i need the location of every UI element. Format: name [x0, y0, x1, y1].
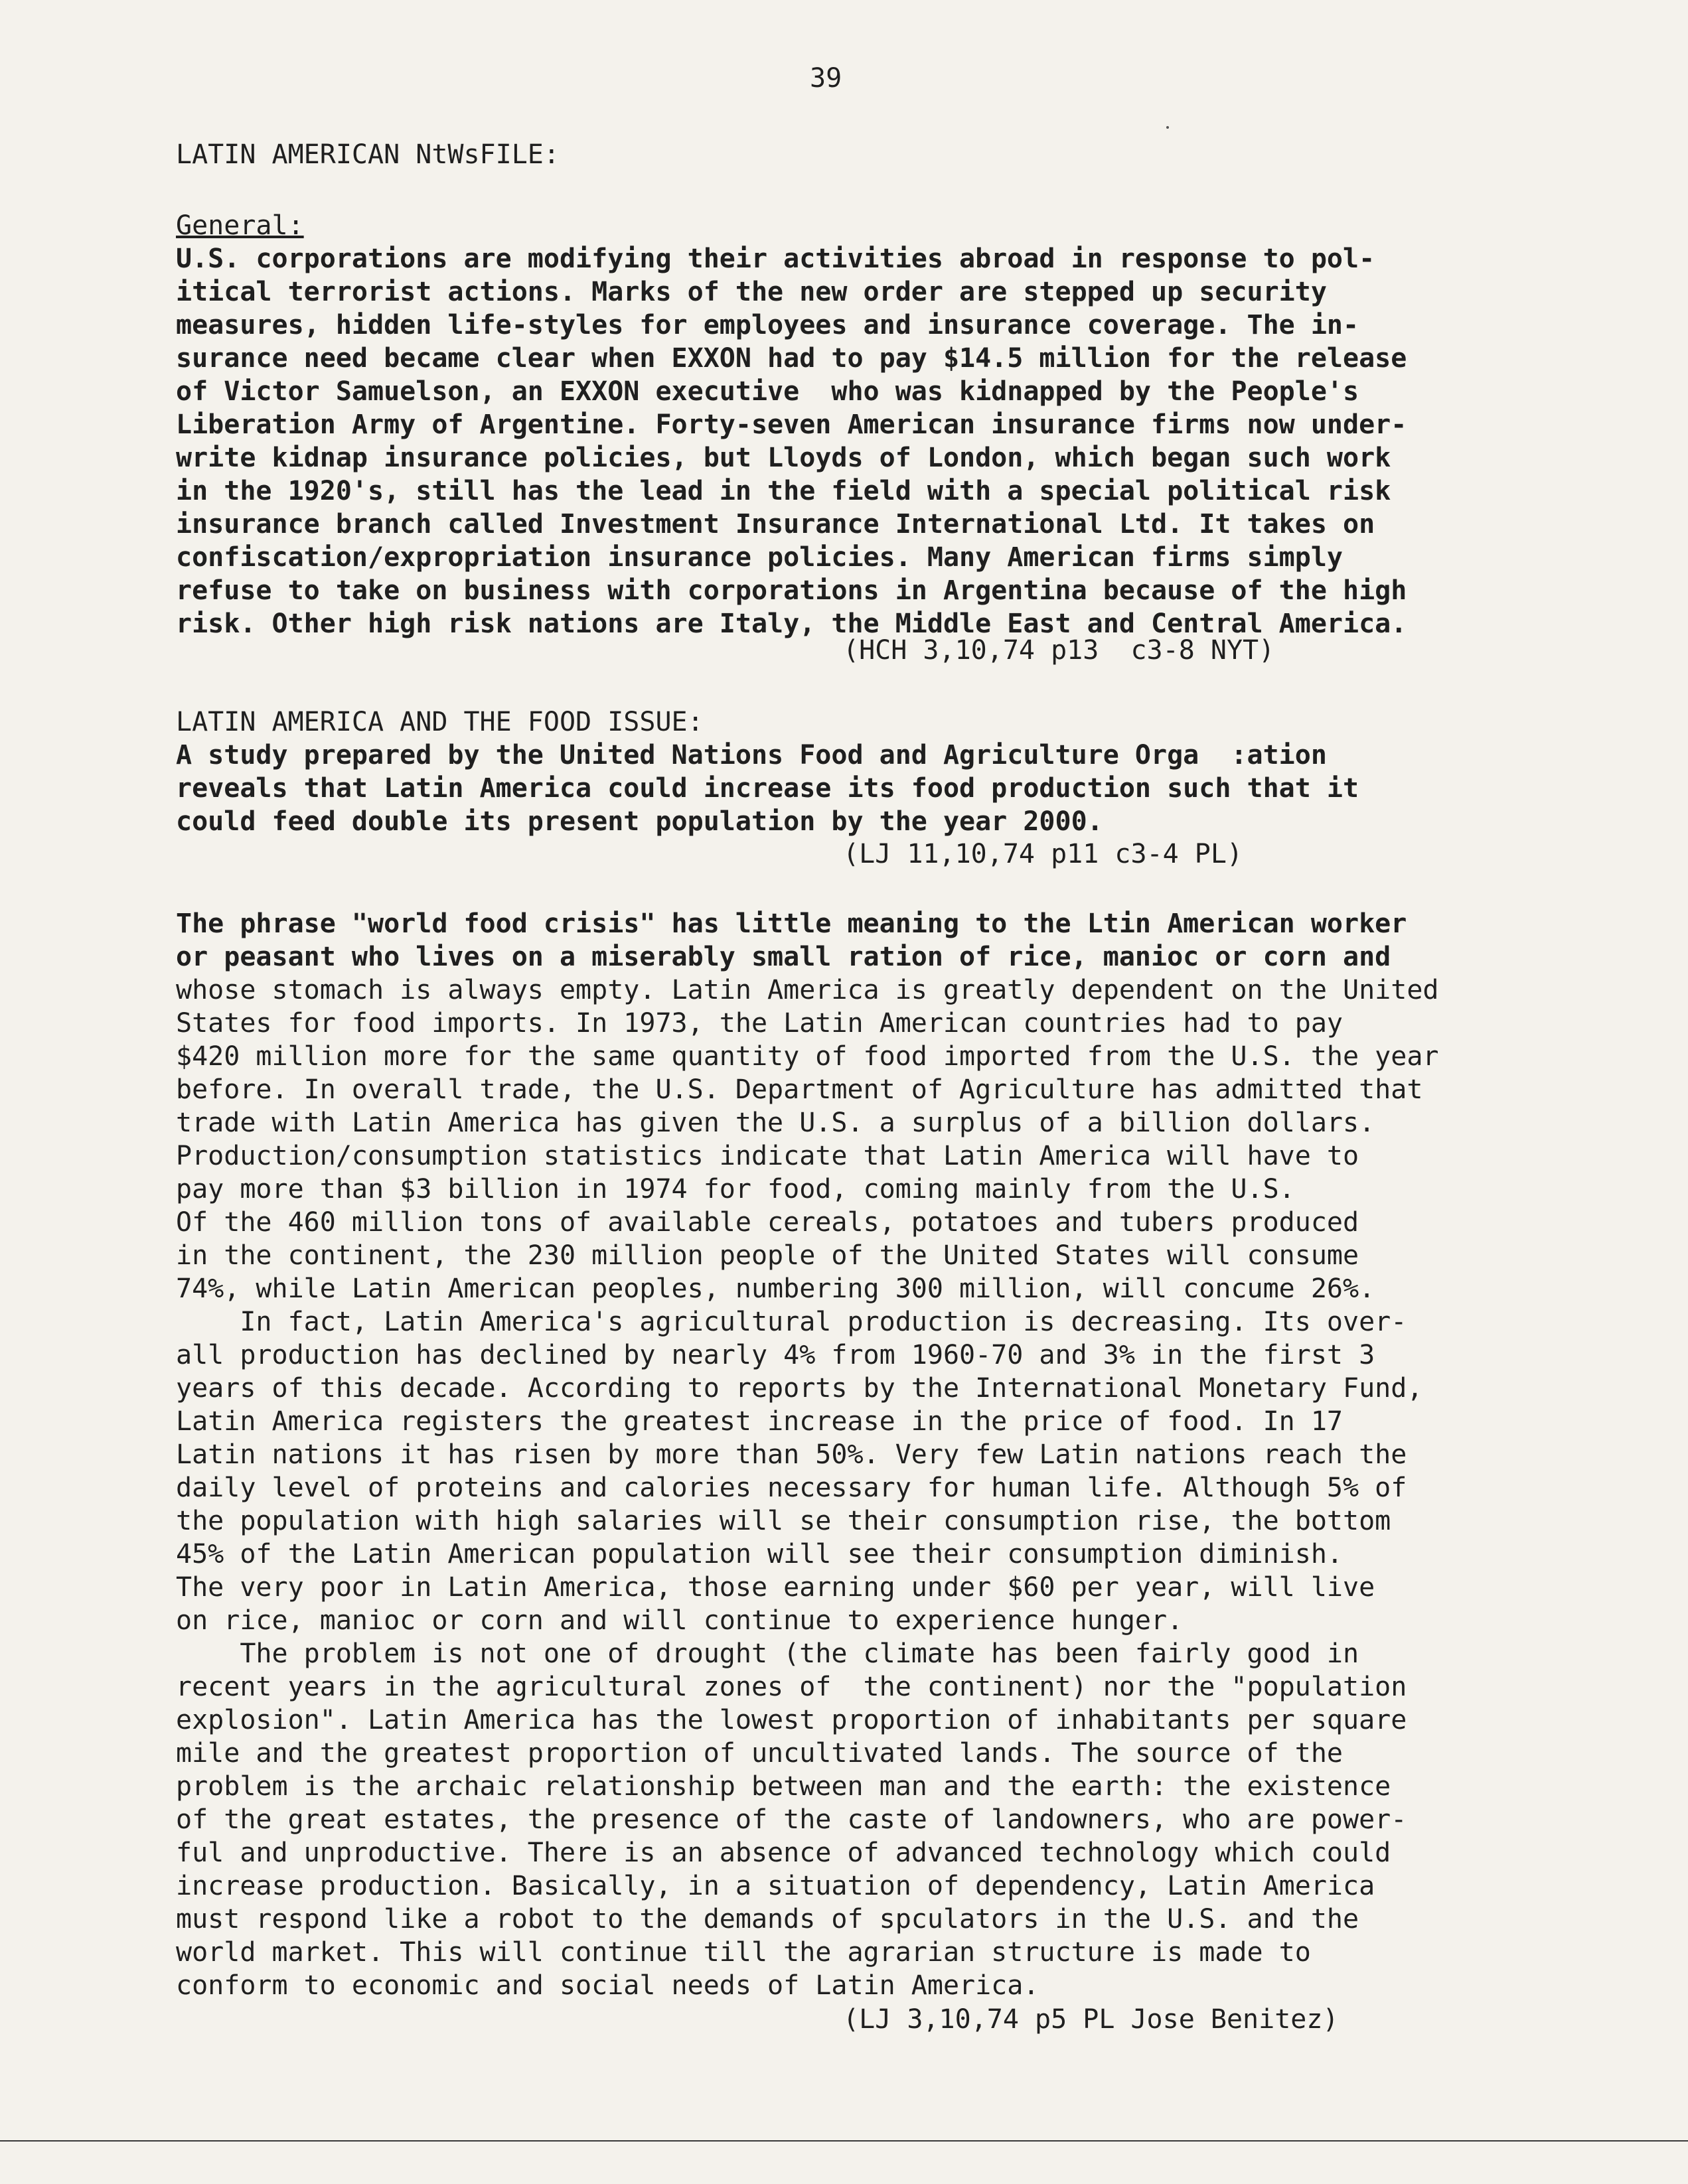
text-line: insurance branch called Investment Insurance International Ltd. It takes on — [176, 509, 1375, 540]
text-line: must respond like a robot to the demands of spculators in the U.S. and the — [176, 1904, 1359, 1934]
general-heading: General: — [176, 210, 304, 241]
food-issue-heading: LATIN AMERICA AND THE FOOD ISSUE: — [176, 707, 704, 737]
text-line: on rice, manioc or corn and will continue to experience hunger. — [176, 1605, 1184, 1636]
text-line: world market. This will continue till the agrarian structure is made to — [176, 1937, 1311, 1968]
page-bottom-rule — [0, 2140, 1688, 2142]
text-line: measures, hidden life-styles for employees and insurance coverage. The in- — [176, 310, 1359, 340]
text-line: or peasant who lives on a miserably small ration of rice, manioc or corn and — [176, 942, 1391, 972]
text-line: daily level of proteins and calories necessary for human life. Although 5% of — [176, 1473, 1407, 1503]
text-line: mile and the greatest proportion of uncultivated lands. The source of the — [176, 1738, 1343, 1769]
text-line: conform to economic and social needs of Latin America. — [176, 1970, 1039, 2001]
text-line: Liberation Army of Argentine. Forty-seven American insurance firms now under- — [176, 409, 1407, 440]
general-citation: (HCH 3,10,74 p13 c3-8 NYT) — [843, 635, 1275, 666]
text-line: increase production. Basically, in a situation of dependency, Latin America — [176, 1871, 1375, 1901]
text-line: before. In overall trade, the U.S. Department of Agriculture has admitted that — [176, 1074, 1423, 1105]
text-line: the population with high salaries will se their consumption rise, the bottom — [176, 1506, 1391, 1536]
text-line: surance need became clear when EXXON had to pay $14.5 million for the release — [176, 343, 1407, 374]
text-line: ful and unproductive. There is an absence of advanced technology which could — [176, 1838, 1391, 1868]
text-line: The problem is not one of drought (the climate has been fairly good in — [176, 1638, 1359, 1669]
text-line: pay more than $3 billion in 1974 for food, coming mainly from the U.S. — [176, 1174, 1295, 1204]
text-line: refuse to take on business with corporations in Argentina because of the high — [176, 575, 1407, 606]
food-crisis-section — [176, 907, 1537, 2002]
text-line: recent years in the agricultural zones of the continent) nor the "population — [176, 1672, 1407, 1702]
text-line: Latin America registers the greatest increase in the price of food. In 17 — [176, 1406, 1343, 1437]
text-line: problem is the archaic relationship between man and the earth: the existence — [176, 1771, 1391, 1802]
text-line: In fact, Latin America's agricultural production is decreasing. Its over- — [176, 1307, 1407, 1337]
text-line: A study prepared by the United Nations Food and Agriculture Orga :ation — [176, 740, 1327, 770]
food-crisis-citation: (LJ 3,10,74 p5 PL Jose Benitez) — [843, 2004, 1339, 2035]
text-line: 74%, while Latin American peoples, numbering 300 million, will concume 26%. — [176, 1274, 1375, 1304]
text-line: in the 1920's, still has the lead in the field with a special political risk — [176, 476, 1391, 506]
text-line: itical terrorist actions. Marks of the new order are stepped up security — [176, 277, 1327, 307]
text-line: all production has declined by nearly 4% from 1960-70 and 3% in the first 3 — [176, 1340, 1375, 1370]
text-line: The phrase "world food crisis" has little meaning to the Ltin American worker — [176, 909, 1407, 939]
text-line: reveals that Latin America could increase its food production such that it — [176, 773, 1359, 804]
text-line: explosion". Latin America has the lowest proportion of inhabitants per square — [176, 1705, 1407, 1735]
text-line: $420 million more for the same quantity of food imported from the U.S. the year — [176, 1041, 1439, 1072]
text-line: Latin nations it has risen by more than 50%. Very few Latin nations reach the — [176, 1439, 1407, 1470]
text-line: confiscation/expropriation insurance policies. Many American firms simply — [176, 542, 1343, 573]
text-line: Of the 460 million tons of available cereals, potatoes and tubers produced — [176, 1207, 1359, 1238]
general-paragraph — [176, 242, 1537, 640]
text-line: of Victor Samuelson, an EXXON executive who was kidnapped by the People's — [176, 376, 1359, 407]
text-line: trade with Latin America has given the U.S. a surplus of a billion dollars. — [176, 1108, 1375, 1138]
text-line: 45% of the Latin American population will see their consumption diminish. — [176, 1539, 1343, 1569]
text-line: years of this decade. According to reports by the International Monetary Fund, — [176, 1373, 1423, 1404]
general-section — [176, 209, 1537, 640]
text-line: whose stomach is always empty. Latin America is greatly dependent on the United — [176, 975, 1439, 1005]
text-line: in the continent, the 230 million people of the United States will consume — [176, 1240, 1359, 1271]
page-number: 39 — [810, 63, 842, 94]
text-line: The very poor in Latin America, those earning under $60 per year, will live — [176, 1572, 1375, 1603]
text-line: U.S. corporations are modifying their activities abroad in response to pol- — [176, 244, 1375, 274]
text-line: could feed double its present population by the year 2000. — [176, 806, 1103, 837]
food-issue-citation: (LJ 11,10,74 p11 c3-4 PL) — [843, 839, 1243, 869]
text-line: write kidnap insurance policies, but Lloyds of London, which began such work — [176, 443, 1391, 473]
food-crisis-paragraph — [176, 907, 1537, 2002]
speck — [1166, 126, 1169, 129]
food-issue-paragraph — [176, 739, 1537, 838]
text-line: Production/consumption statistics indicate that Latin America will have to — [176, 1141, 1359, 1171]
text-line: risk. Other high risk nations are Italy, the Middle East and Central America. — [176, 609, 1407, 639]
newsfile-header: LATIN AMERICAN NtWsFILE: — [176, 139, 560, 170]
text-line: of the great estates, the presence of the caste of landowners, who are power- — [176, 1804, 1407, 1835]
text-line: States for food imports. In 1973, the Latin American countries had to pay — [176, 1008, 1343, 1039]
food-issue-section — [176, 705, 1537, 838]
